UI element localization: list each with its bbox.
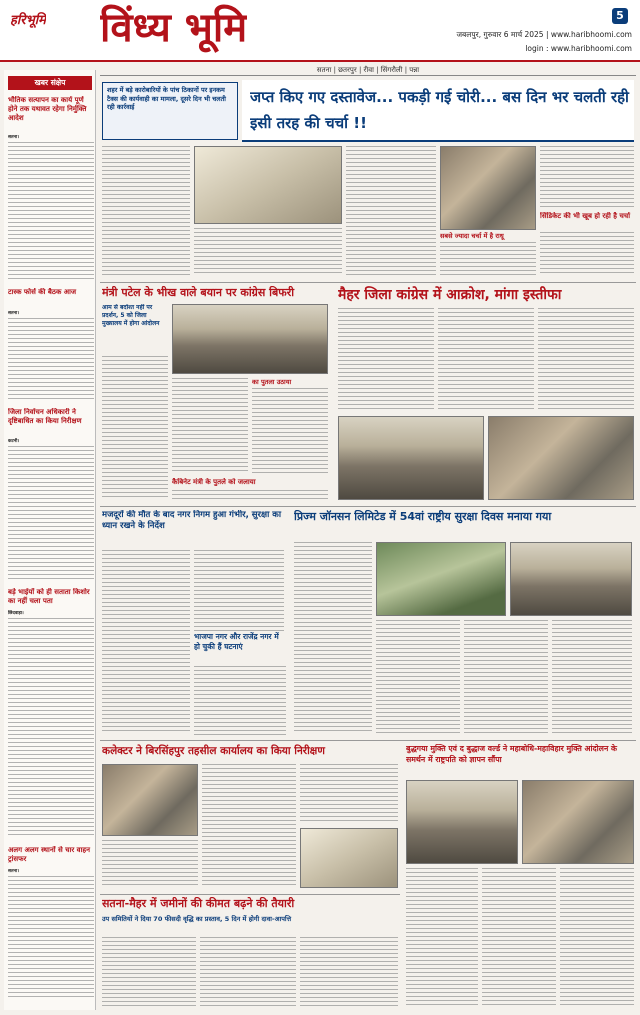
sidebar-item-headline: जिला निर्वाचन अधिकारी ने दृष्टिबाधित का किया निरीक्षण — [8, 408, 82, 425]
sidebar-item-dateline: सतना। — [8, 311, 19, 316]
story-body — [172, 378, 248, 474]
story-body — [102, 550, 190, 734]
story-photo-gathering — [406, 780, 518, 864]
story-headline: बुद्धगया मुक्ति एवं द बुद्धाज वर्ल्ड ने महाबोधि-महाविहार मुक्ति आंदोलन के समर्थन में राष्ट्रपति को ज्ञापन सौंपा — [406, 744, 617, 764]
dateline — [432, 30, 632, 40]
story-body — [194, 666, 286, 736]
city-strip: सतना | छतरपुर | रीवा | सिंगरौली | पन्ना — [100, 64, 636, 76]
lead-photo-people — [440, 146, 536, 230]
lead-body-col-3 — [346, 146, 436, 276]
story-photo-office — [300, 828, 398, 888]
story-headline: भाजपा नगर और राजेंद्र नगर में हो चुकी हैं घटनाएं — [194, 632, 279, 651]
sidebar-item-headline: भौतिक सत्यापन का कार्य पूर्ण होने तक यथावत रहेगा निर्मुक्ति आदेश — [8, 96, 87, 122]
story-body — [200, 937, 296, 1007]
divider — [100, 282, 636, 283]
story-photo-meeting — [338, 416, 484, 500]
sidebar — [4, 70, 96, 1010]
story-sub-headline: कैबिनेट मंत्री के पुतले को जलाया — [172, 478, 256, 486]
story-headline: मजदूरों की मौत के बाद नगर निगम हुआ गंभीर, सुरक्षा का ध्यान रखने के निर्देश — [102, 510, 282, 531]
story-body — [202, 764, 296, 888]
story-body — [338, 308, 434, 412]
story-headline: मंत्री पटेल के भीख वाले बयान पर कांग्रेस बिफरी — [102, 286, 295, 299]
supplement-title: विंध्य भूमि — [100, 5, 248, 51]
story-body — [376, 620, 460, 734]
story-buddhagaya-memorandum — [404, 742, 636, 1010]
date-text: जबलपुर, गुरुवार 6 मार्च 2025 — [456, 30, 544, 39]
sidebar-item-body — [8, 446, 94, 580]
sidebar-item-body — [8, 142, 94, 280]
story-body — [406, 868, 478, 1006]
story-headline: सतना-मैहर में जमीनों की कीमत बढ़ने की तैयारी — [102, 897, 295, 910]
masthead-rule — [0, 60, 640, 62]
story-safety-day — [290, 508, 636, 738]
story-photo-protest — [172, 304, 328, 374]
story-body — [172, 490, 328, 502]
story-body — [560, 868, 634, 1006]
login-link[interactable]: login : www.haribhoomi.com — [525, 44, 632, 53]
sidebar-item-dateline: सतना। — [8, 135, 19, 140]
story-body — [102, 937, 196, 1007]
story-side-headline: का पुतला उठाया — [252, 378, 292, 386]
sidebar-item-headline: टास्क फोर्स की बैठक आज — [8, 288, 77, 296]
page-number: 5 — [612, 8, 628, 24]
story-body — [252, 388, 328, 474]
story-body — [464, 620, 548, 734]
separator: | — [545, 30, 551, 39]
sidebar-item-dateline: कटनी। — [8, 439, 20, 444]
lead-headline-box — [242, 80, 634, 142]
story-headline: मैहर जिला कांग्रेस में आक्रोश, मांगा इस्तीफा — [338, 287, 562, 303]
story-land-prices — [100, 894, 400, 1010]
lead-side-box-title: सिंडिकेट की भी खूब हो रही है चर्चा — [540, 212, 631, 220]
sidebar-header: खबर संक्षेप — [8, 76, 92, 90]
lead-kicker: शहर में बड़े कारोबारियों के पांच ठिकानों पर इनकम टैक्स की कार्यवाही का मामला, दूसरे दिन भी चलती रही कार्रवाई — [107, 86, 226, 112]
story-maihar-congress — [334, 284, 636, 504]
story-photo-memorandum — [522, 780, 634, 864]
lead-photo-caption: सबसे ज्यादा चर्चा में है राधू — [440, 232, 504, 240]
lead-headline: जप्त किए गए दस्तावेज... पकड़ी गई चोरी... बस दिन भर चलती रही इसी तरह की चर्चा !! — [250, 88, 629, 132]
story-kicker: आम से बर्दाश्त नहीं पर प्रदर्शन, 5 को जिला मुख्यालय में होगा आंदोलन — [102, 304, 160, 327]
sidebar-item-body — [8, 876, 94, 1000]
lead-story — [100, 78, 636, 280]
sidebar-item-dateline: सतना। — [8, 869, 19, 874]
lead-body-col-2 — [194, 228, 342, 276]
story-body — [300, 764, 398, 824]
story-body — [482, 868, 556, 1006]
story-body — [102, 356, 168, 500]
sidebar-item-body — [8, 318, 94, 400]
divider — [100, 740, 636, 741]
story-headline: कलेक्टर ने बिरसिंहपुर तहसील कार्यालय का किया निरीक्षण — [102, 745, 325, 757]
brand-logo: हरिभूमि — [10, 13, 46, 28]
lead-body-col-1 — [102, 146, 190, 276]
story-body — [294, 542, 372, 734]
story-congress-protest — [100, 284, 330, 504]
story-previous-incidents — [194, 632, 286, 738]
story-collector-inspection — [100, 742, 400, 892]
story-body — [194, 550, 284, 632]
lead-side-box-body — [540, 232, 634, 276]
story-headline: प्रिज्म जॉनसन लिमिटेड में 54वां राष्ट्रीय सुरक्षा दिवस मनाया गया — [294, 510, 552, 523]
story-body — [538, 308, 634, 412]
story-body — [102, 840, 198, 888]
lead-kicker-box — [102, 82, 238, 140]
lead-photo-building — [194, 146, 342, 224]
sidebar-item-headline: अलग अलग स्थानों से चार वाहन ट्रांसफर — [8, 846, 90, 863]
sidebar-item-headline: बड़े भाईयों को ही सताता किशोर का नहीं चला पता — [8, 588, 90, 605]
sidebar-item-dateline: छिंदवाड़ा। — [8, 611, 24, 616]
story-photo-inspection — [102, 764, 198, 836]
story-body — [552, 620, 632, 734]
sidebar-item-body — [8, 618, 94, 836]
story-photo-rally — [488, 416, 634, 500]
website-link[interactable]: www.haribhoomi.com — [550, 30, 632, 39]
lead-body-col-4 — [440, 242, 536, 276]
divider — [100, 506, 636, 507]
story-photo-audience — [510, 542, 632, 616]
lead-side-body — [540, 146, 634, 210]
story-body — [438, 308, 534, 412]
masthead — [0, 0, 640, 60]
story-photo-ceremony — [376, 542, 506, 616]
story-kicker: उप समितियों ने दिया 70 फीसदी वृद्धि का प्रस्ताव, 5 दिन में होगी दावा-आपत्ति — [102, 915, 292, 923]
story-body — [300, 937, 398, 1007]
